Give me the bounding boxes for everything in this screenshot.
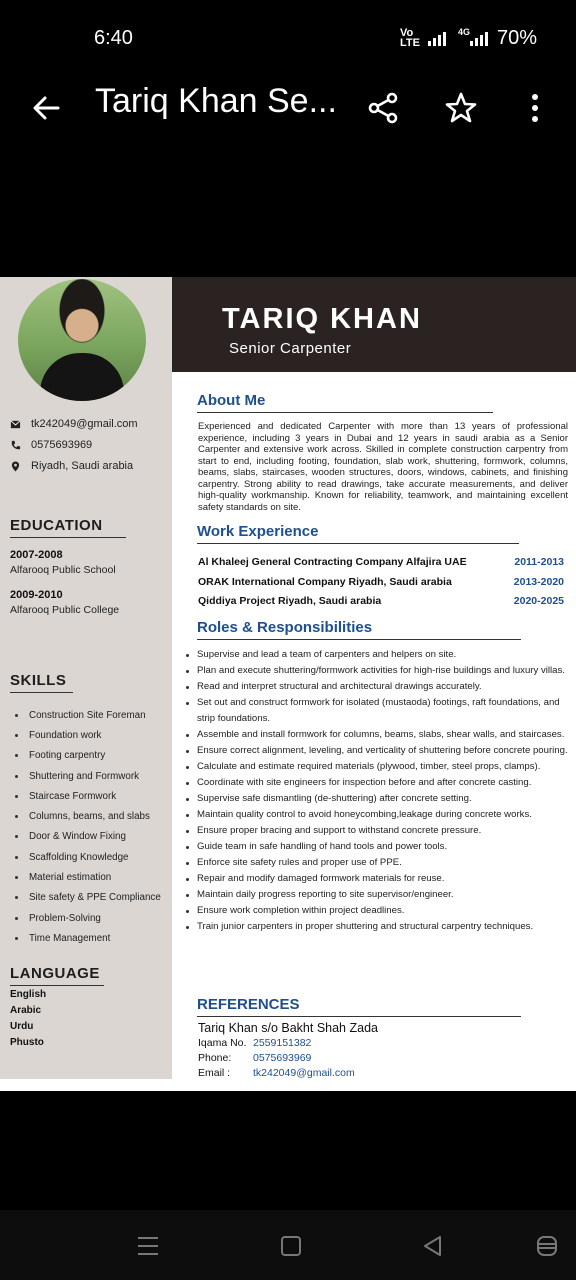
signal-icon-2 [470,30,488,46]
skill-item: Material estimation [10,867,161,887]
location-pin-icon [10,461,21,472]
mail-icon [10,419,21,430]
skills-list [10,705,161,949]
responsibility-item: Plan and execute shuttering/formwork activities for high-rise buildings and luxury villas. [197,663,572,679]
responsibilities-heading: Roles & Responsibilities [197,619,521,640]
reference-phone: Phone: 0575693969 [198,1052,312,1064]
language-heading: LANGUAGE [10,965,104,986]
responsibility-item: Ensure correct alignment, leveling, and verticality of shuttering before concrete pouring. [197,743,572,759]
volte-indicator: Vo LTE [400,27,420,49]
skill-item: Foundation work [10,725,161,745]
share-icon[interactable] [366,90,402,126]
contact-email: tk242049@gmail.com [10,418,138,430]
responsibility-item: Assemble and install formwork for columns, beams, slabs, shear walls, and staircases. [197,727,572,743]
skill-item: Site safety & PPE Compliance [10,888,161,908]
responsibility-item: Guide team in safe handling of hand tools and power tools. [197,839,572,855]
skill-item: Problem-Solving [10,908,161,928]
language-item: Urdu [10,1021,34,1032]
resume-role: Senior Carpenter [229,340,352,357]
contact-location: Riyadh, Saudi arabia [10,460,133,472]
references-heading: REFERENCES [197,996,521,1017]
responsibility-item: Read and interpret structural and architectural drawings accurately. [197,679,572,695]
assistant-icon[interactable] [533,1232,561,1260]
contact-phone: 0575693969 [10,439,92,451]
language-item: English [10,989,47,1000]
network-type: 4G [458,27,471,37]
work-heading: Work Experience [197,523,519,544]
document-title: Tariq Khan Se... [95,82,337,120]
responsibility-item: Enforce site safety rules and proper use of PPE. [197,855,572,871]
responsibility-item: Coordinate with site engineers for inspection before and after concrete casting. [197,775,572,791]
education-school: Alfarooq Public School [10,564,116,576]
responsibility-item: Maintain daily progress reporting to site supervisor/engineer. [197,887,572,903]
skill-item: Door & Window Fixing [10,827,161,847]
skill-item: Construction Site Foreman [10,705,161,725]
responsibility-item: Ensure work completion within project deadlines. [197,903,572,919]
education-years: 2009-2010 [10,589,63,601]
more-vert-icon[interactable] [517,90,553,126]
skill-item: Footing carpentry [10,746,161,766]
arrow-left-icon[interactable] [28,90,64,126]
reference-iqama: Iqama No. 2559151382 [198,1037,312,1049]
responsibility-item: Supervise safe dismantling (de-shuttering) after concrete setting. [197,791,572,807]
work-row: Al Khaleej General Contracting Company Alfajira UAE 2011-2013 [198,556,564,568]
about-heading: About Me [197,392,493,413]
resume-header [172,277,576,372]
app-bar [0,76,576,140]
recents-icon[interactable] [134,1232,162,1260]
work-row: ORAK International Company Riyadh, Saudi arabia 2013-2020 [198,576,564,588]
language-list [10,987,46,1051]
signal-icon [428,30,446,46]
skill-item: Shuttering and Formwork [10,766,161,786]
language-item: Phusto [10,1037,44,1048]
reference-name: Tariq Khan s/o Bakht Shah Zada [198,1021,378,1035]
back-triangle-icon[interactable] [419,1232,447,1260]
work-row: Qiddiya Project Riyadh, Saudi arabia 2020-2025 [198,595,564,607]
responsibility-item: Ensure proper bracing and support to withstand concrete pressure. [197,823,572,839]
status-time: 6:40 [94,27,133,49]
responsibility-item: Supervise and lead a team of carpenters and helpers on site. [197,647,572,663]
resume-name: TARIQ KHAN [222,303,422,335]
responsibility-item: Set out and construct formwork for isolated (mustaoda) footings, raft foundations, and strip foundations. [197,695,572,727]
responsibility-item: Calculate and estimate required materials (plywood, timber, steel props, clamps). [197,759,572,775]
resume-document[interactable] [0,277,576,1091]
battery-level: 70% [497,27,538,49]
education-heading: EDUCATION [10,517,126,538]
skills-heading: SKILLS [10,672,73,693]
star-icon[interactable] [443,90,479,126]
responsibilities-list [197,647,572,935]
responsibility-item: Train junior carpenters in proper shuttering and structural carpentry techniques. [197,919,572,935]
language-item: Arabic [10,1005,42,1016]
home-icon[interactable] [277,1232,305,1260]
responsibility-item: Repair and modify damaged formwork materials for reuse. [197,871,572,887]
status-bar [0,0,576,76]
reference-email: Email : tk242049@gmail.com [198,1067,355,1079]
skill-item: Scaffolding Knowledge [10,847,161,867]
skill-item: Time Management [10,928,161,948]
system-nav-bar [0,1210,576,1280]
education-school: Alfarooq Public College [10,604,120,616]
education-years: 2007-2008 [10,549,63,561]
about-text: Experienced and dedicated Carpenter with more than 13 years of professional experience, including 3 years in Dubai and 12 years in saudi arabia as a Senior Carpenter and extensive work across. Skilled in complete construction carpentry from start to end, including footing, foundation, slab work, shuttering, formwork, columns, beams, slabs, staircases, wooden structures, doors, windows, cabinets, and finishing carpentry. Strong ability to read drawings, take accurate measurements, and deliver high-quality workmanship. Known for reliability, teamwork, and maintaining excellent safety standards on site. [198,421,568,513]
skill-item: Staircase Formwork [10,786,161,806]
skill-item: Columns, beams, and slabs [10,806,161,826]
responsibility-item: Maintain quality control to avoid honeycombing,leakage during concrete works. [197,807,572,823]
profile-photo [18,279,146,401]
phone-icon [10,440,21,451]
resume-sidebar [0,277,172,1079]
